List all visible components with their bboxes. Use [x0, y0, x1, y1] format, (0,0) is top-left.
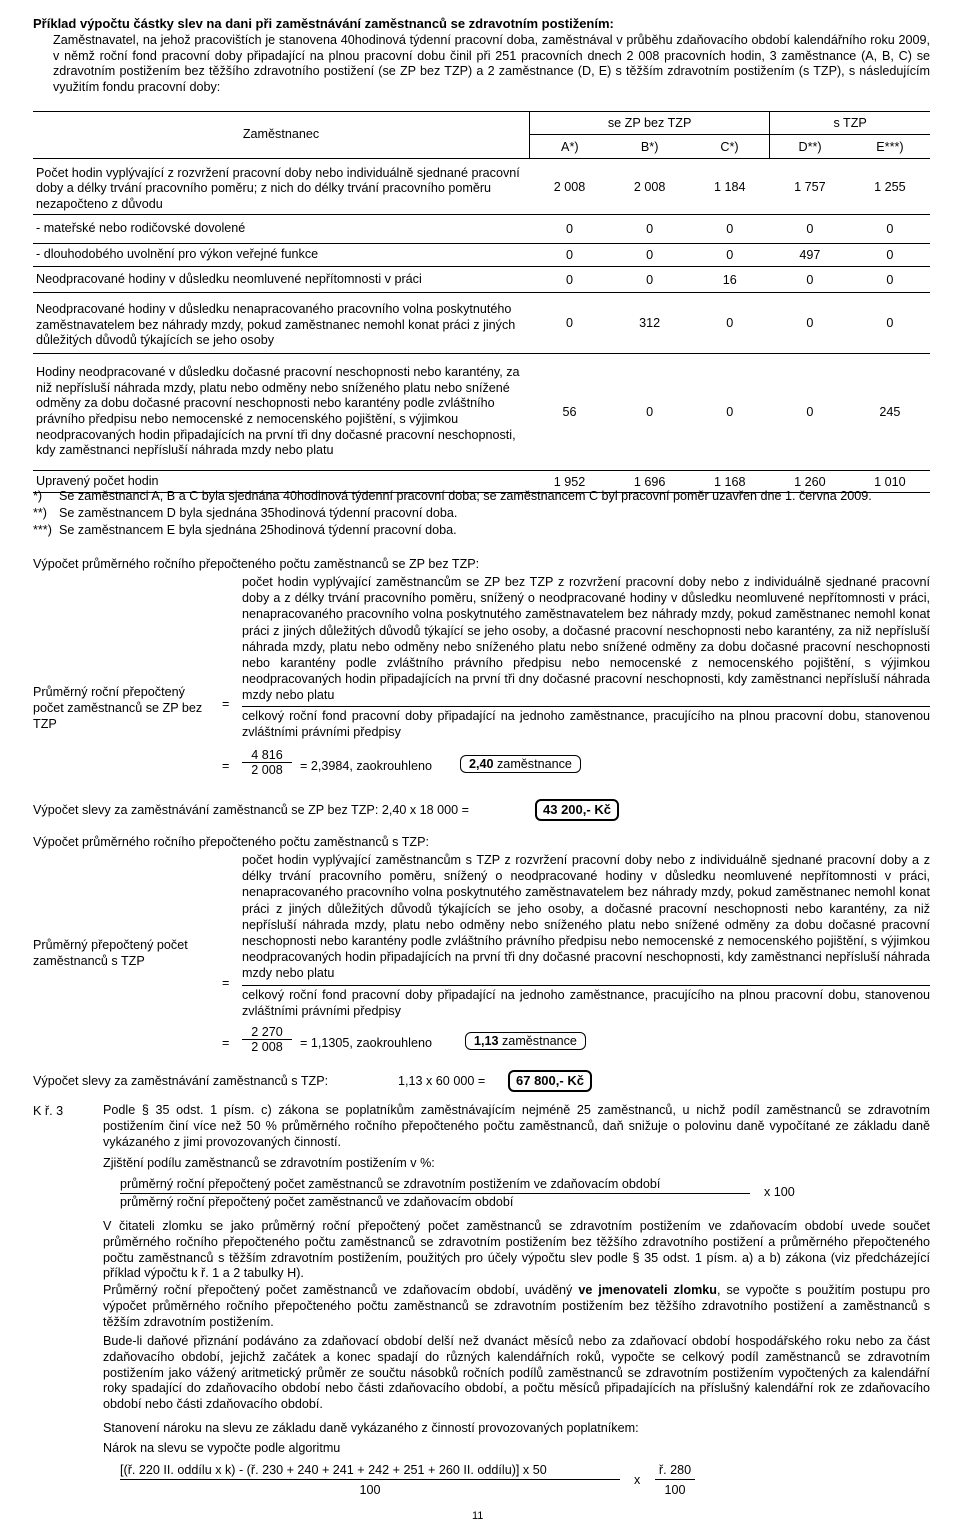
intro-paragraph [33, 33, 930, 95]
frac-numerator: 4 816 [251, 748, 283, 762]
calc1-numerator: počet hodin vyplývající zaměstnancům se ZP bez TZP z rozvržení pracovní doby nebo z individuálně sjednané pracovní doby a z délky trvání pracovního poměru, snížený o neodpracované hodiny v důsledku neomluvené nepřítomnosti v práci, nenapracovaného pracovního volna poskytnutého zaměstnavatelem bez náhrady mzdy, pokud zaměstnanec nemohl konat práci z jiných důležitých důvodů týkající se jeho osoby, a dočasné pracovní neschopnosti nebo karantény, za niž nepřísluší náhrada mzdy, platu nebo odměny nebo sníženého platu nebo snížené odměny za dobu dočasné pracovní neschopnosti nebo karantény podle zvláštního právního předpisu nebo nemocenské z nemocenského pojištění, s výjimkou neodpracovaných hodin připadajících na první tři dny dočasné pracovní neschopnosti, kdy zaměstnanci nepřísluší náhrada mzdy nebo platu [242, 575, 930, 703]
cell: 0 [530, 267, 610, 293]
cell: 0 [850, 215, 930, 244]
calc2-result-box: 1,13 zaměstnance [465, 1032, 586, 1050]
footnote: **) Se zaměstnancem D byla sjednána 35hodinová týdenní pracovní doba. [33, 506, 458, 520]
col-header: C*) [690, 135, 770, 159]
row-label: Neodpracované hodiny v důsledku nenapracovaného pracovního volna poskytnutého zaměstnavatelem bez náhrady mzdy, pokud zaměstnanec nemohl konat práci z jiných důležitých důvodů týkajících se jeho osoby [33, 293, 530, 354]
section3-p3: V čitateli zlomku se jako průměrný roční přepočtený počet zaměstnanců se zdravotním postižením ve zdaňovacím období uvede součet průměrného ročního přepočteného počtu zaměstnanců se zdravotním postižením bez těžšího zdravotního postižení a průměrného přepočteného počtu zaměstnanců s těžším zdravotním postižením, použitých pro účely výpočtu slev podle § 35 odst. 1 písm. a) a b) zákona (viz předcházející příklad výpočtu k ř. 1 a 2 tabulky H). [103, 1219, 930, 1281]
section3-p2: Zjištění podílu zaměstnanců se zdravotním postižením v %: [103, 1156, 435, 1170]
cell: 0 [610, 244, 690, 267]
cell: 0 [530, 244, 610, 267]
table-row [33, 244, 930, 267]
cell: 0 [770, 354, 850, 471]
algorithm-denominator: 100 [120, 1479, 620, 1497]
calc2-result: = 1,1305, zaokrouhleno [300, 1036, 432, 1050]
cell: 245 [850, 354, 930, 471]
equals-sign: = [222, 697, 230, 711]
calc2-discount: Výpočet slevy za zaměstnávání zaměstnanců s TZP: [33, 1074, 329, 1088]
page-number: 11 [472, 1510, 484, 1522]
footnote: *) Se zaměstnanci A, B a C byla sjednána 40hodinová týdenní pracovní doba; se zaměstnancem C byl pracovní poměr uzavřen dne 1. června 2009. [33, 489, 872, 503]
cell: 0 [850, 293, 930, 354]
cell: 0 [610, 215, 690, 244]
cell: 1 168 [690, 471, 770, 493]
cell: 497 [770, 244, 850, 267]
calc1-denominator: celkový roční fond pracovní doby připadající na jednoho zaměstnance, pracujícího na plnou pracovní dobu, stanovenou zvláštními právními předpisy [242, 709, 930, 740]
section-label: K ř. 3 [33, 1104, 64, 1118]
table-row [33, 267, 930, 293]
frac-denominator: 2 008 [242, 1039, 292, 1054]
cell: 0 [770, 215, 850, 244]
row-label: Počet hodin vyplývající z rozvržení pracovní doby nebo individuálně sjednané pracovní doby a délky trvání pracovního poměru; z nich do délky trvání pracovního poměru nezapočteno z důvodu [36, 165, 520, 211]
fraction-line [242, 985, 930, 986]
cell: 1 952 [530, 471, 610, 493]
hours-table [33, 111, 930, 493]
cell: 1 010 [850, 471, 930, 493]
cell: 0 [690, 215, 770, 244]
ratio-numerator: průměrný roční přepočtený počet zaměstnanců se zdravotním postižením ve zdaňovacím období [120, 1177, 661, 1191]
table-row [33, 159, 930, 215]
cell: 0 [770, 293, 850, 354]
header-group-zp: se ZP bez TZP [530, 112, 770, 135]
cell: 0 [690, 293, 770, 354]
cell: 0 [850, 267, 930, 293]
ratio-fraction [120, 1177, 750, 1209]
calc2-denominator: celkový roční fond pracovní doby připadající na jednoho zaměstnance, pracujícího na plnou pracovní dobu, stanovenou zvláštními právními předpisy [242, 988, 930, 1019]
equals-sign: = [222, 1036, 230, 1050]
calc2-numerator: počet hodin vyplývající zaměstnancům s TZP z rozvržení pracovní doby nebo z individuálně sjednané pracovní doby a z délky trvání pracovního poměru, snížený o neodpracované hodiny v důsledku neomluvené nepřítomnosti v práci, nenapracovaného pracovního volna poskytnutého zaměstnavatelem bez náhrady mzdy, pokud zaměstnanec nemohl konat práci z jiných důležitých důvodů týkajících se jeho osoby, a dočasné pracovní neschopnosti nebo karantény, za niž nepřísluší náhrada mzdy, platu nebo odměny nebo sníženého platu nebo snížené odměny za dobu dočasné pracovní neschopnosti nebo karantény podle zvláštního právního předpisu nebo nemocenské z nemocenského pojištění, s výjimkou neodpracovaných hodin připadajících na první tři dny dočasné pracovní neschopnosti, kdy zaměstnanci nepřísluší náhrada mzdy nebo platu [242, 853, 930, 981]
cell: 0 [690, 354, 770, 471]
row-label: - dlouhodobého uvolnění pro výkon veřejné funkce [33, 244, 530, 267]
calc2-fraction [242, 1025, 292, 1054]
frac-denominator: 2 008 [242, 762, 292, 777]
cell: 0 [610, 267, 690, 293]
cell: 1 757 [794, 179, 826, 194]
section3-p5: Bude-li daňové přiznání podáváno za zdaňovací období delší než dvanáct měsíců nebo za zdaňovací období hospodářského roku nebo za část zdaňovacího období, jejichž začátek a konec spadají do různých kalendářních roků, vypočte se celkový podíl zaměstnanců se zdravotním postižením jako vážený aritmetický průměr ze součtu násobků ročních podílů zaměstnanců se zdravotním postižením vypočtených za kalendářní roky spadající do zdaňovacího období nebo části zdaňovacího období, a počtu měsíců připadajících na příslušný kalendářní rok ze zdaňovacího období nebo části zdaňovacího období. [103, 1334, 930, 1412]
intro-text: Zaměstnavatel, na jehož pracovištích je stanovena 40hodinová týdenní pracovní doba, zaměstnával v průběhu zdaňovacího období kalendářního roku 2009, v němž roční fond pracovní doby připadající na plnou pracovní dobu činil při 251 pracovních dnech 2 008 pracovních hodin, 3 zaměstnance (A, B, C) se zdravotním postižením bez těžšího zdravotního postižení (se ZP bez TZP) a 2 zaměstnance (D, E) s těžším zdravotním postižením (s TZP), s následujícím využitím fondu pracovní doby: [53, 33, 930, 94]
row-label: - mateřské nebo rodičovské dovolené [33, 215, 530, 244]
algorithm-multiply: x [634, 1473, 641, 1487]
cell: 1 260 [770, 471, 850, 493]
calc2-discount-box: 67 800,- Kč [508, 1070, 592, 1092]
cell: 0 [530, 293, 610, 354]
header-employee: Zaměstnanec [33, 112, 530, 159]
table-row [33, 215, 930, 244]
calc1-lhs: Průměrný roční přepočtený počet zaměstnanců se ZP bez TZP [33, 685, 203, 731]
cell: 1 184 [713, 179, 746, 194]
calc1-result-box: 2,40 zaměstnance [460, 755, 581, 773]
document-title: Příklad výpočtu částky slev na dani při zaměstnávání zaměstnanců se zdravotním postižením: [33, 16, 614, 31]
calc1-fraction [242, 748, 292, 777]
cell: 0 [610, 354, 690, 471]
calc1-result: = 2,3984, zaokrouhleno [300, 759, 432, 773]
cell: 0 [770, 267, 850, 293]
calc1-discount-box: 43 200,- Kč [535, 799, 619, 821]
calc2-lhs: Průměrný přepočtený počet zaměstnanců s TZP [33, 938, 188, 968]
algorithm2-denominator: 100 [655, 1479, 695, 1497]
section3-p6: Stanovení nároku na slevu ze základu daně vykázaného z činností provozovaných poplatníkem: [103, 1421, 639, 1435]
row-label: Hodiny neodpracované v důsledku dočasné pracovní neschopnosti nebo karantény, za niž nepřísluší náhrada mzdy, platu nebo odměny nebo sníženého platu nebo snížené odměny za dobu dočasné pracovní neschopnosti nebo karantény podle zvláštního právního předpisu nebo nemocenské z nemocenského pojištění, s výjimkou neodpracovaných hodin připadajících na první tři dny dočasné pracovní neschopnosti, kdy zaměstnanci nepřísluší náhrada mzdy nebo platu [33, 354, 530, 471]
cell: 1 255 [874, 179, 906, 194]
calc1-discount: Výpočet slevy za zaměstnávání zaměstnanců se ZP bez TZP: 2,40 x 18 000 = [33, 803, 470, 817]
section3-p4: Průměrný roční přepočtený počet zaměstnanců ve zdaňovacím období, uváděný ve jmenovateli zlomku, se vypočte s použitím postupu pro výpočet průměrného ročního přepočteného počtu zaměstnanců se zdravotním postižením bez těžšího zdravotního postižení a zaměstnanců s těžším zdravotním postižením. [103, 1283, 930, 1329]
cell: 16 [690, 267, 770, 293]
cell: 0 [850, 244, 930, 267]
cell: 0 [530, 215, 610, 244]
algorithm-numerator: [(ř. 220 II. oddílu x k) - (ř. 230 + 240 + 241 + 242 + 251 + 260 II. oddílu)] x 50 [120, 1463, 547, 1477]
cell: 2 008 [553, 179, 586, 194]
col-header: E***) [850, 135, 930, 159]
cell: 56 [530, 354, 610, 471]
equals-sign: = [222, 759, 230, 773]
algorithm-fraction-2 [655, 1463, 695, 1497]
ratio-denominator: průměrný roční přepočtený počet zaměstnanců ve zdaňovacím období [120, 1193, 750, 1209]
algorithm2-numerator: ř. 280 [658, 1463, 692, 1477]
cell: 0 [690, 244, 770, 267]
col-header: A*) [530, 135, 610, 159]
fraction-line [242, 706, 930, 707]
header-group-tzp: s TZP [770, 112, 930, 135]
frac-numerator: 2 270 [251, 1025, 283, 1039]
table-row [33, 293, 930, 354]
table-row [33, 354, 930, 471]
cell: 1 696 [610, 471, 690, 493]
calc1-heading: Výpočet průměrného ročního přepočteného počtu zaměstnanců se ZP bez TZP: [33, 557, 480, 571]
footnote: ***) Se zaměstnancem E byla sjednána 25hodinová týdenní pracovní doba. [33, 523, 457, 537]
equals-sign: = [222, 976, 230, 990]
ratio-multiplier: x 100 [764, 1185, 795, 1199]
row-label: Upravený počet hodin [33, 471, 530, 493]
algorithm-fraction [120, 1463, 620, 1497]
calc2-heading: Výpočet průměrného ročního přepočteného počtu zaměstnanců s TZP: [33, 835, 430, 849]
section3-p7: Nárok na slevu se vypočte podle algoritmu [103, 1441, 341, 1455]
col-header: D**) [770, 135, 850, 159]
col-header: B*) [610, 135, 690, 159]
cell: 2 008 [633, 179, 666, 194]
calc2-discount-calc: 1,13 x 60 000 = [398, 1074, 486, 1088]
cell: 312 [610, 293, 690, 354]
row-label: Neodpracované hodiny v důsledku neomluvené nepřítomnosti v práci [33, 267, 530, 293]
section3-p1: Podle § 35 odst. 1 písm. c) zákona se poplatníkům zaměstnávajícím nejméně 25 zaměstnanců, u nichž podíl zaměstnanců se zdravotním postižením činí více než 50 % průměrného ročního přepočteného počtu zaměstnanců, daň snižuje o polovinu daně vypočítané ze základu daně vykázaného z jimi provozovaných činností. [103, 1103, 930, 1149]
